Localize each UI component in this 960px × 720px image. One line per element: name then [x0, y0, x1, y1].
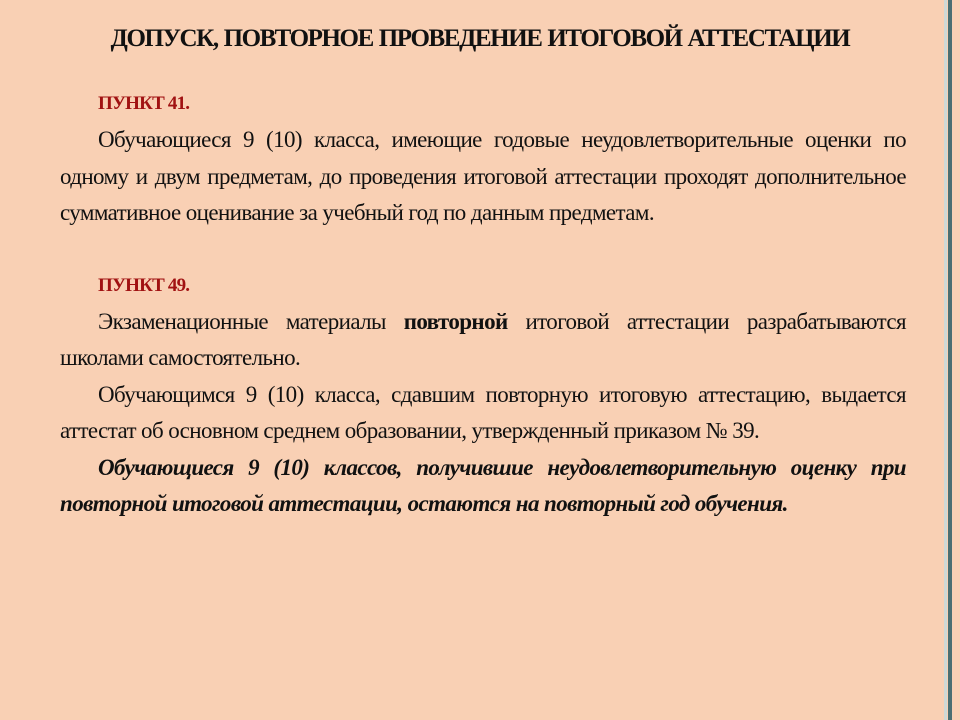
- slide-title: ДОПУСК, ПОВТОРНОЕ ПРОВЕДЕНИЕ ИТОГОВОЙ АТТЕСТАЦИИ: [110, 25, 850, 52]
- point-41-label: ПУНКТ 41.: [98, 93, 190, 114]
- point-49-label: ПУНКТ 49.: [98, 274, 190, 296]
- point-49-paragraph-1-start: Экзаменационные материалы: [98, 308, 404, 334]
- point-49-paragraph-3: Обучающиеся 9 (10) классов, получившие неудовлетворительную оценку при повторной итоговой аттестации, остаются на повторный год обучения.: [60, 454, 906, 516]
- point-49-paragraph-1-end: итоговой аттестации разрабатываются школами самостоятельно.: [60, 308, 906, 370]
- slide-body: [60, 86, 906, 523]
- point-49-paragraph-2: Обучающимся 9 (10) класса, сдавшим повторную итоговую аттестацию, выдается аттестат об основном среднем образовании, утвержденный приказом № 39.: [60, 381, 906, 443]
- point-41-text: Обучающиеся 9 (10) класса, имеющие годовые неудовлетворительные оценки по одному и двум предметам, до проведения итоговой аттестации проходят дополнительное суммативное оценивание за учебный год по данным предметам.: [60, 127, 906, 225]
- point-49-bold-word: повторной: [403, 308, 508, 334]
- point-49-paragraph-1: [60, 304, 906, 377]
- section-gap: [60, 232, 906, 268]
- right-border: [948, 0, 952, 720]
- right-border-light: [944, 0, 947, 720]
